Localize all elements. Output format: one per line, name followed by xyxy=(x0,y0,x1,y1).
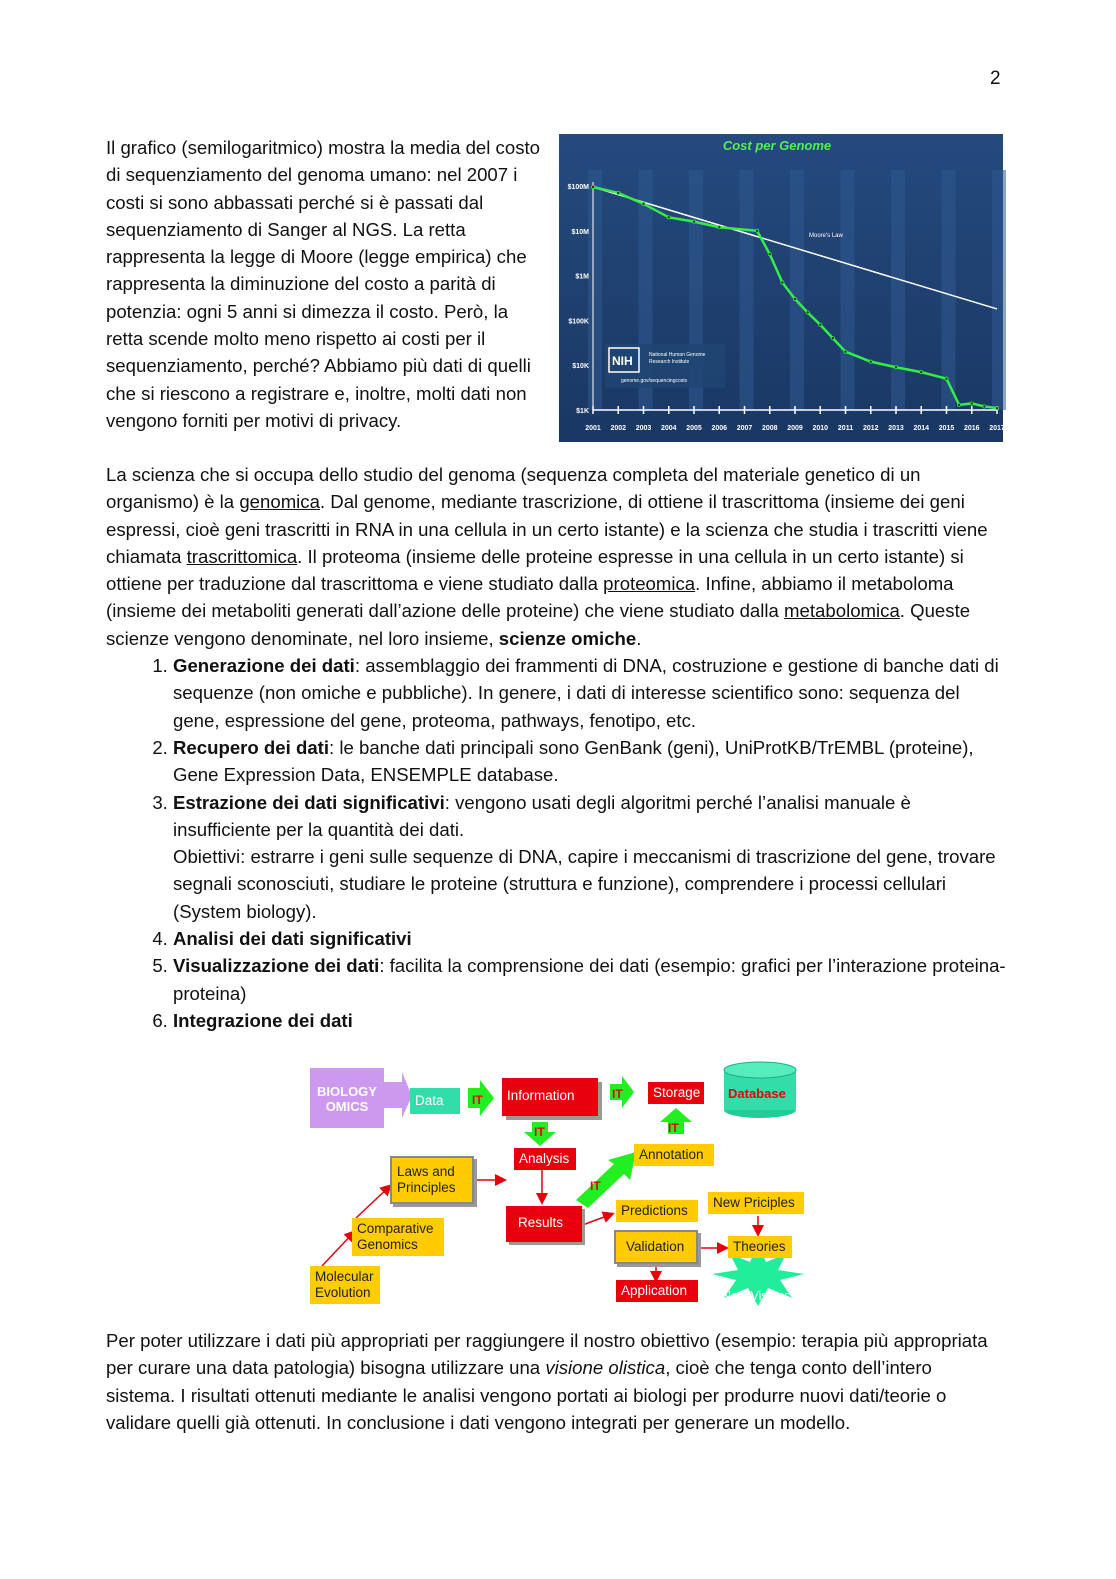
theories-box: Theories xyxy=(728,1236,792,1258)
svg-text:Research Institute: Research Institute xyxy=(649,359,690,365)
cost-data-point xyxy=(920,371,923,374)
x-tick-label: 2015 xyxy=(938,425,955,432)
x-tick-label: 2008 xyxy=(761,425,778,432)
list-item: 1. Generazione dei dati: assemblaggio dei frammenti di DNA, costruzione e gestione di banche dati di sequenze (non omiche e pubbliche). In genere, i dati di interesse scientifico sono: sequenza del gene, espressione del gene, proteoma, pathways, fenotipo, etc. xyxy=(173,652,1006,734)
chart-background xyxy=(559,134,1003,442)
cost-data-point xyxy=(756,229,759,232)
term-visione-olistica: visione olistica xyxy=(545,1357,666,1379)
it-label: IT xyxy=(472,1093,483,1107)
application-box: Application xyxy=(616,1280,698,1302)
data-box: Data xyxy=(410,1088,460,1114)
intro-paragraph: Il grafico (semilogaritmico) mostra la media del costo di sequenziamento del genoma umano: nel 2007 i costi si sono abbassati perché si è passati dal sequenziamento di Sanger al NGS. La retta rappresenta la legge di Moore (legge empirica) che rappresenta la diminuzione del costo a parità di potenzia: ogni 5 anni si dimezza il costo. Però, la retta scende molto meno rispetto ai costi per il sequenziamento, perché? Abbiamo più dati di quelli che si riescono a registrare e, inoltre, molti dati non vengono forniti per motivi di privacy. xyxy=(106,137,541,431)
cost-data-point xyxy=(958,403,961,406)
chart-band xyxy=(891,170,905,410)
term-scienze-omiche: scienze omiche xyxy=(498,627,637,649)
x-tick-label: 2001 xyxy=(585,425,601,432)
it-label: IT xyxy=(534,1125,545,1139)
cost-data-point xyxy=(995,407,998,410)
x-tick-label: 2016 xyxy=(963,425,980,432)
molecular-evolution-box: Molecular Evolution xyxy=(310,1266,380,1304)
chart-band xyxy=(841,170,855,410)
cost-data-point xyxy=(844,350,847,353)
svg-text:National Human Genome: National Human Genome xyxy=(649,352,706,358)
analysis-box: Analysis xyxy=(514,1148,576,1170)
svg-text:genome.gov/sequencingcosts: genome.gov/sequencingcosts xyxy=(621,378,688,384)
comparative-genomics-box: Comparative Genomics xyxy=(352,1218,444,1256)
list-item: 4. Analisi dei dati significativi xyxy=(173,925,1006,952)
cost-data-point xyxy=(692,220,695,223)
x-tick-label: 2014 xyxy=(913,425,930,432)
list-item: 5. Visualizzazione dei dati: facilita la comprensione dei dati (esempio: grafici per l’interazione proteina-proteina) xyxy=(173,952,1006,1007)
y-tick-label: $100M xyxy=(567,184,589,191)
cost-data-point xyxy=(793,297,796,300)
cost-data-point xyxy=(831,337,834,340)
list-item: 6. Integrazione dei dati xyxy=(173,1007,1006,1034)
cost-data-point xyxy=(718,226,721,229)
steps-list xyxy=(106,652,1006,1034)
chart-band xyxy=(790,170,804,410)
new-visions-label: New Visions xyxy=(722,1289,791,1303)
x-tick-label: 2004 xyxy=(660,425,677,432)
x-tick-label: 2017 xyxy=(989,425,1005,432)
it-label: IT xyxy=(612,1087,623,1101)
x-tick-label: 2002 xyxy=(610,425,627,432)
y-tick-label: $1M xyxy=(575,273,589,281)
biology-omics-box: BIOLOGY OMICS xyxy=(310,1068,384,1128)
term-proteomica: proteomica xyxy=(603,573,696,595)
chart-band xyxy=(740,170,754,410)
cost-data-point xyxy=(970,402,973,405)
information-box: Information xyxy=(502,1078,598,1116)
list-item: 2. Recupero dei dati: le banche dati principali sono GenBank (geni), UniProtKB/TrEMBL (proteine), Gene Expression Data, ENSEMPLE database. xyxy=(173,734,1006,789)
cost-per-genome-chart xyxy=(559,134,1003,442)
cost-data-point xyxy=(869,360,872,363)
closing-paragraph: Per poter utilizzare i dati più appropriati per raggiungere il nostro obiettivo (esempio: terapia più appropriata per curare una data patologia) bisogna utilizzare una visione olistica, cioè che tenga conto dell’intero sistema. I risultati ottenuti mediante le analisi vengono portati ai biologi per produrre nuovi dati/teorie o validare quelli già ottenuti. In conclusione i dati vengono integrati per generare un modello. xyxy=(106,1330,988,1433)
term-metabolomica: metabolomica xyxy=(784,600,900,622)
cost-data-point xyxy=(667,216,670,219)
bioinformatics-flow-diagram xyxy=(308,1060,808,1310)
term-genomica: genomica xyxy=(239,491,320,513)
chart-band xyxy=(992,170,1006,410)
x-tick-label: 2007 xyxy=(736,425,753,432)
it-label: IT xyxy=(668,1121,679,1135)
x-tick-label: 2011 xyxy=(837,425,854,432)
cost-data-point xyxy=(894,366,897,369)
storage-box: Storage xyxy=(648,1082,704,1104)
chart-band xyxy=(942,170,956,410)
x-tick-label: 2010 xyxy=(812,425,829,432)
cost-data-point xyxy=(819,323,822,326)
chart-band xyxy=(588,170,602,410)
annotation-box: Annotation xyxy=(634,1144,714,1166)
x-tick-label: 2003 xyxy=(635,425,652,432)
cost-data-point xyxy=(617,191,620,194)
cost-data-point xyxy=(642,202,645,205)
nih-logo xyxy=(605,344,725,388)
omics-paragraph: La scienza che si occupa dello studio del genoma (sequenza completa del materiale genetico di un organismo) è la genomica. Dal genome, mediante trascrizione, di ottiene il trascrittoma (insieme dei geni espressi, cioè geni trascritti in RNA in una cellula in un certo istante) e la scienza che studia i trascritti viene chiamata trascrittomica. Il proteoma (insieme delle proteine espresse in una cellula in un certo istante) si ottiene per traduzione dal trascrittoma e viene studiato dalla proteomica. Infine, abbiamo il metaboloma (insieme dei metaboliti generati dall’azione delle proteine) che viene studiato dalla metabolomica. Queste scienze vengono denominate, nel loro insieme, scienze omiche. xyxy=(106,464,988,649)
laws-principles-box: Laws and Principles xyxy=(390,1156,474,1204)
moores-law-label: Moore's Law xyxy=(809,233,843,239)
page-number: 2 xyxy=(990,68,1001,89)
svg-text:NIH: NIH xyxy=(612,354,633,368)
database-label: Database xyxy=(728,1086,786,1101)
cost-data-point xyxy=(781,281,784,284)
cost-data-point xyxy=(945,377,948,380)
term-trascrittomica: trascrittomica xyxy=(186,545,298,567)
y-tick-label: $100K xyxy=(568,318,589,326)
y-tick-label: $10K xyxy=(572,363,589,371)
cost-data-point xyxy=(806,311,809,314)
x-tick-label: 2009 xyxy=(787,425,803,432)
cost-data-point xyxy=(768,253,771,256)
results-box: Results xyxy=(506,1206,582,1242)
x-tick-label: 2012 xyxy=(862,425,879,432)
x-tick-label: 2013 xyxy=(888,425,904,432)
it-label: IT xyxy=(590,1179,601,1193)
predictions-box: Predictions xyxy=(616,1200,698,1222)
x-tick-label: 2006 xyxy=(711,425,728,432)
main-body xyxy=(106,461,1006,1034)
validation-box: Validation xyxy=(614,1230,698,1264)
cost-data-point xyxy=(983,405,986,408)
y-tick-label: $1K xyxy=(576,408,589,415)
new-principles-box: New Priciples xyxy=(708,1192,804,1214)
cost-data-point xyxy=(591,185,594,188)
y-tick-label: $10M xyxy=(571,228,589,236)
chart-title: Cost per Genome xyxy=(722,138,832,153)
list-item: 3. Estrazione dei dati significativi: vengono usati degli algoritmi perché l’analisi manuale è insufficiente per la quantità dei dati. Obiettivi: estrarre i geni sulle sequenze di DNA, capire i meccanismi di trascrizione del gene, trovare segnali sconosciuti, studiare le proteine (struttura e funzione), comprendere i processi cellulari (System biology). xyxy=(173,789,1006,925)
x-tick-label: 2005 xyxy=(686,425,702,432)
